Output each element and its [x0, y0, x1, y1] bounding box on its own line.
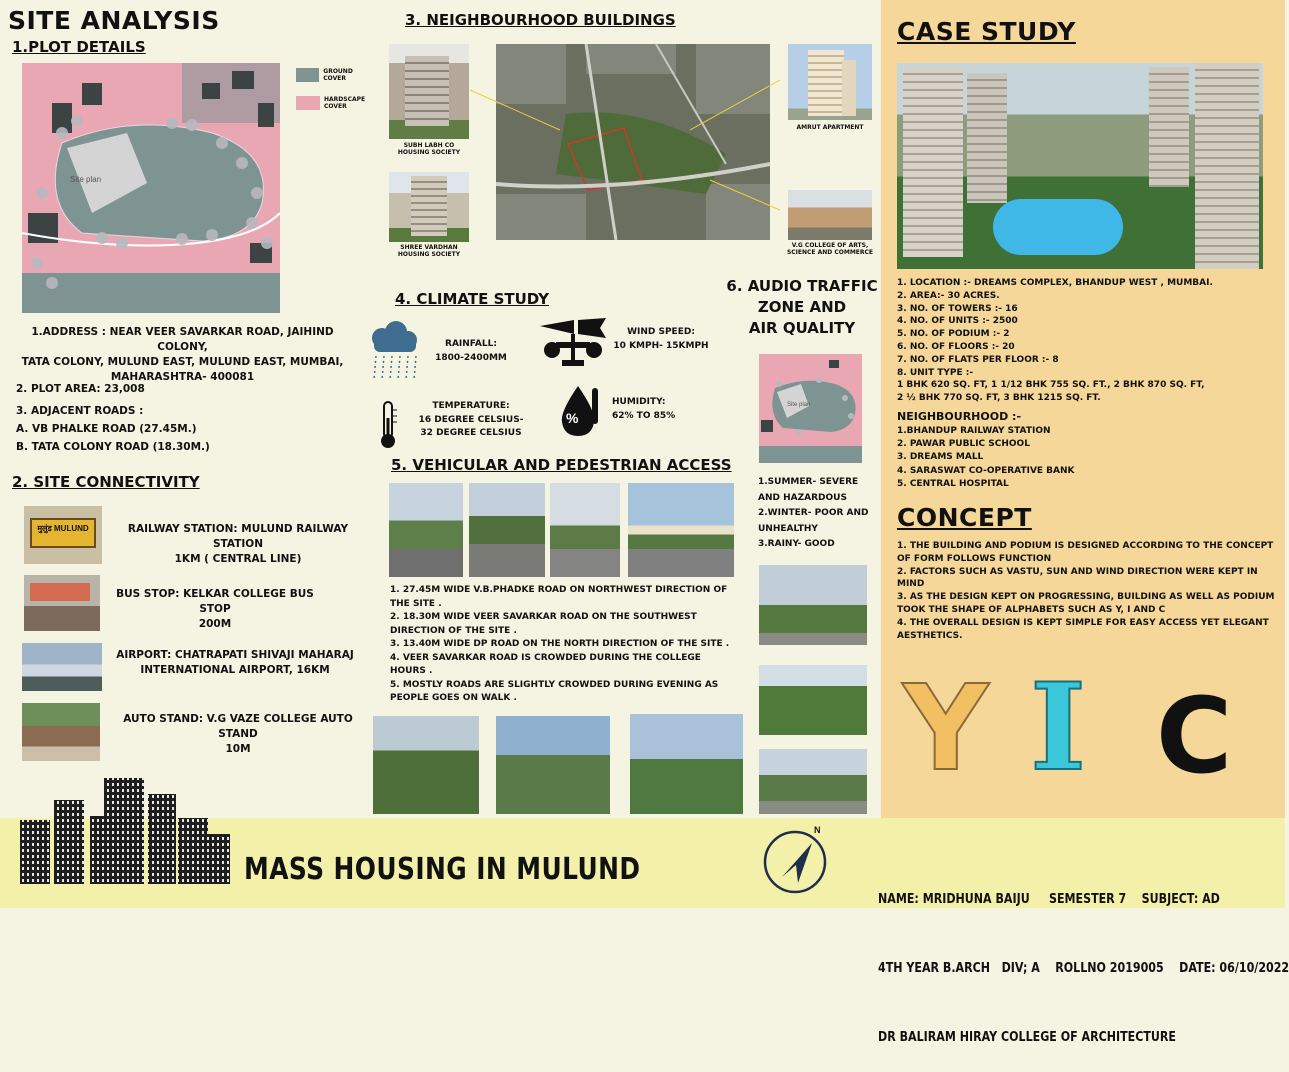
case-neighbour: 1.BHANDUP RAILWAY STATION — [897, 426, 1051, 436]
case-neighbour: 5. CENTRAL HOSPITAL — [897, 478, 1009, 489]
site-plan-label: Site plan — [70, 175, 102, 184]
student-info-line: NAME: MRIDHUNA BAIJU SEMESTER 7 SUBJECT: AD — [878, 891, 1220, 907]
case-detail: 2. AREA:- 30 ACRES. — [897, 290, 1000, 301]
air-quality-photo-3 — [759, 749, 867, 814]
humidity-drop-icon — [556, 382, 600, 440]
road-item: A. VB PHALKE ROAD (27.45M.) — [16, 423, 197, 435]
access-point: 3. 13.40M WIDE DP ROAD ON THE NORTH DIRECTION OF THE SITE . — [390, 639, 730, 649]
address-line: TATA COLONY, MULUND EAST, MULUND EAST, MUMBAI, — [21, 356, 344, 368]
case-detail: 7. NO. OF FLATS PER FLOOR :- 8 — [897, 354, 1059, 365]
case-detail: 1 BHK 620 SQ. FT, 1 1/12 BHK 755 SQ. FT., 2 BHK 870 SQ. FT, — [897, 380, 1205, 391]
audio-zone-map — [759, 354, 862, 463]
humidity-block — [612, 396, 702, 423]
temperature-max: 32 DEGREE CELSIUS — [420, 428, 522, 438]
railway-station-photo — [24, 506, 102, 564]
access-point: 4. VEER SAVARKAR ROAD IS CROWDED DURING THE COLLEGE HOURS . — [390, 652, 701, 676]
letter-c: C — [1156, 675, 1233, 797]
student-info-line: DR BALIRAM HIRAY COLLEGE OF ARCHITECTURE — [878, 1029, 1176, 1045]
case-neighbour: 4. SARASWAT CO-OPERATIVE BANK — [897, 465, 1075, 476]
air-quality-photo-1 — [759, 565, 867, 645]
student-info — [878, 842, 1289, 1072]
rainfall-block — [426, 338, 516, 365]
bus-stop-photo — [24, 575, 100, 631]
case-detail: 6. NO. OF FLOORS :- 20 — [897, 341, 1015, 352]
north-label: N — [814, 825, 821, 835]
wind-vane-icon — [538, 316, 608, 368]
case-detail: 8. UNIT TYPE :- — [897, 367, 974, 378]
road-photo-4 — [628, 483, 734, 577]
connectivity-item — [104, 522, 372, 567]
adjacent-roads-heading: 3. ADJACENT ROADS : — [16, 405, 144, 417]
road-photo-1 — [389, 483, 463, 577]
audio-points — [758, 475, 878, 553]
case-study-photo — [897, 63, 1263, 269]
neighbour-caption: SHREE VARDHAN HOUSING SOCIETY — [397, 244, 461, 258]
concept-points — [897, 540, 1279, 642]
north-arrow-icon — [760, 825, 830, 895]
audio-heading — [724, 276, 880, 339]
skyline-graphic — [6, 764, 232, 884]
amrut-apartment-photo — [788, 44, 872, 120]
road-photo-2 — [469, 483, 545, 577]
case-detail: 4. NO. OF UNITS :- 2500 — [897, 316, 1018, 327]
humidity-label: HUMIDITY: — [612, 397, 666, 407]
access-points — [390, 584, 730, 706]
map-legend — [296, 68, 376, 110]
vg-college-photo — [788, 190, 872, 240]
case-study-heading: CASE STUDY — [897, 17, 1076, 46]
connectivity-item — [100, 587, 330, 632]
subh-labh-photo — [389, 44, 469, 139]
concept-point: 2. FACTORS SUCH AS VASTU, SUN AND WIND DIRECTION WERE KEPT IN MIND — [897, 566, 1258, 590]
concept-point: 4. THE OVERALL DESIGN IS KEPT SIMPLE FOR EASY ACCESS YET ELEGANT AESTHETICS. — [897, 617, 1269, 641]
rainfall-value: 1800-2400MM — [435, 352, 507, 363]
climate-heading: 4. CLIMATE STUDY — [395, 290, 550, 308]
connectivity-heading: 2. SITE CONNECTIVITY — [12, 473, 200, 491]
audio-map-label: Site plan — [787, 402, 811, 408]
case-detail: 1. LOCATION :- DREAMS COMPLEX, BHANDUP WEST , MUMBAI. — [897, 278, 1213, 288]
letter-i: I — [1030, 657, 1087, 798]
neighbourhood-heading: 3. NEIGHBOURHOOD BUILDINGS — [405, 11, 676, 29]
connectivity-line: AIRPORT: CHATRAPATI SHIVAJI MAHARAJ — [116, 649, 354, 661]
legend-label: GROUND COVER — [323, 68, 353, 82]
case-neighbour: 3. DREAMS MALL — [897, 452, 984, 463]
student-info-line: 4TH YEAR B.ARCH DIV; A ROLLNO 2019005 DATE: 06/10/2022 — [878, 960, 1289, 976]
humidity-percent-glyph: % — [566, 410, 579, 426]
case-neighbourhood-list — [897, 425, 1197, 491]
letter-y: Y — [903, 659, 989, 797]
connector-lines — [460, 70, 800, 230]
airport-photo — [22, 643, 102, 691]
temperature-min: 16 DEGREE CELSIUS- — [418, 414, 524, 425]
road-photo-3 — [550, 483, 620, 577]
access-heading: 5. VEHICULAR AND PEDESTRIAN ACCESS — [391, 456, 732, 474]
legend-label: HARDSCAPE COVER — [324, 96, 366, 110]
case-detail: 5. NO. OF PODIUM :- 2 — [897, 329, 1010, 340]
wind-label: WIND SPEED: — [627, 327, 695, 337]
station-sign: मुलुंड MULUND — [30, 518, 96, 548]
plot-area: 2. PLOT AREA: 23,008 — [16, 383, 145, 395]
wind-block — [606, 326, 716, 353]
connectivity-item — [108, 712, 368, 757]
project-title: MASS HOUSING IN MULUND — [244, 852, 641, 887]
case-neighbour: 2. PAWAR PUBLIC SCHOOL — [897, 439, 1030, 450]
neighbour-caption: SUBH LABH CO HOUSING SOCIETY — [397, 142, 461, 156]
ground-cover-swatch — [296, 68, 319, 82]
connectivity-line: AUTO STAND: V.G VAZE COLLEGE AUTO STAND — [123, 713, 353, 740]
audio-point: 1.SUMMER- SEVERE AND HAZARDOUS — [758, 477, 859, 503]
case-study-details — [897, 277, 1277, 405]
air-quality-photo-2 — [759, 665, 867, 735]
concept-point: 3. AS THE DESIGN KEPT ON PROGRESSING, BUILDING AS WELL AS PODIUM TOOK THE SHAPE OF ALPHABETS SUCH AS Y, I AND C — [897, 592, 1275, 615]
connectivity-line: 10M — [225, 743, 251, 755]
connectivity-line: INTERNATIONAL AIRPORT, 16KM — [140, 664, 330, 676]
plot-details-heading: 1.PLOT DETAILS — [12, 38, 146, 56]
auto-stand-photo — [22, 703, 100, 761]
concept-heading: CONCEPT — [897, 503, 1032, 532]
site-photo-3 — [630, 714, 743, 814]
site-analysis-title: SITE ANALYSIS — [8, 6, 220, 35]
connectivity-line: RAILWAY STATION: MULUND RAILWAY STATION — [127, 523, 349, 550]
address-line: 1.ADDRESS : NEAR VEER SAVARKAR ROAD, JAIHIND COLONY, — [31, 326, 334, 353]
rainfall-label: RAINFALL: — [445, 339, 497, 349]
neighbourhood-sub-heading: NEIGHBOURHOOD :- — [897, 410, 1022, 423]
hardscape-cover-swatch — [296, 96, 320, 110]
temperature-label: TEMPERATURE: — [432, 401, 510, 411]
access-point: 1. 27.45M WIDE V.B.PHADKE ROAD ON NORTHWEST DIRECTION OF THE SITE . — [390, 585, 728, 609]
audio-heading-line: AIR QUALITY — [748, 319, 856, 337]
road-item: B. TATA COLONY ROAD (18.30M.) — [16, 441, 210, 453]
site-photo-1 — [373, 716, 479, 814]
wind-value: 10 KMPH- 15KMPH — [613, 340, 709, 351]
access-point: 2. 18.30M WIDE VEER SAVARKAR ROAD ON THE SOUTHWEST DIRECTION OF THE SITE . — [390, 612, 697, 636]
address-block — [10, 325, 355, 385]
connectivity-line: BUS STOP: KELKAR COLLEGE BUS STOP — [116, 588, 314, 615]
rain-cloud-icon — [366, 320, 422, 382]
temperature-block — [410, 400, 532, 441]
concept-point: 1. THE BUILDING AND PODIUM IS DESIGNED ACCORDING TO THE CONCEPT OF FORM FOLLOWS FUNCTION — [897, 541, 1274, 564]
audio-heading-line: ZONE AND — [757, 298, 847, 316]
site-photo-2 — [496, 716, 610, 814]
audio-point: 3.RAINY- GOOD — [758, 539, 835, 549]
neighbour-caption: V.G COLLEGE OF ARTS, SCIENCE AND COMMERCE — [786, 242, 874, 256]
case-detail: 3. NO. OF TOWERS :- 16 — [897, 303, 1018, 314]
connectivity-item — [104, 648, 366, 678]
access-point: 5. MOSTLY ROADS ARE SLIGHTLY CROWDED DURING EVENING AS PEOPLE GOES ON WALK . — [390, 679, 719, 703]
humidity-value: 62% TO 85% — [612, 410, 676, 421]
neighbour-caption: AMRUT APARTMENT — [796, 124, 864, 131]
case-detail: 2 ½ BHK 770 SQ. FT, 3 BHK 1215 SQ. FT. — [897, 393, 1101, 404]
address-line: MAHARASHTRA- 400081 — [110, 371, 255, 383]
audio-point: 2.WINTER- POOR AND UNHEALTHY — [758, 508, 869, 534]
connectivity-line: 200M — [198, 618, 232, 630]
site-plan-map — [22, 63, 280, 313]
audio-heading-line: 6. AUDIO TRAFFIC — [726, 277, 878, 295]
connectivity-line: 1KM ( CENTRAL LINE) — [174, 553, 302, 565]
thermometer-icon — [376, 400, 400, 450]
shree-vardhan-photo — [389, 172, 469, 242]
